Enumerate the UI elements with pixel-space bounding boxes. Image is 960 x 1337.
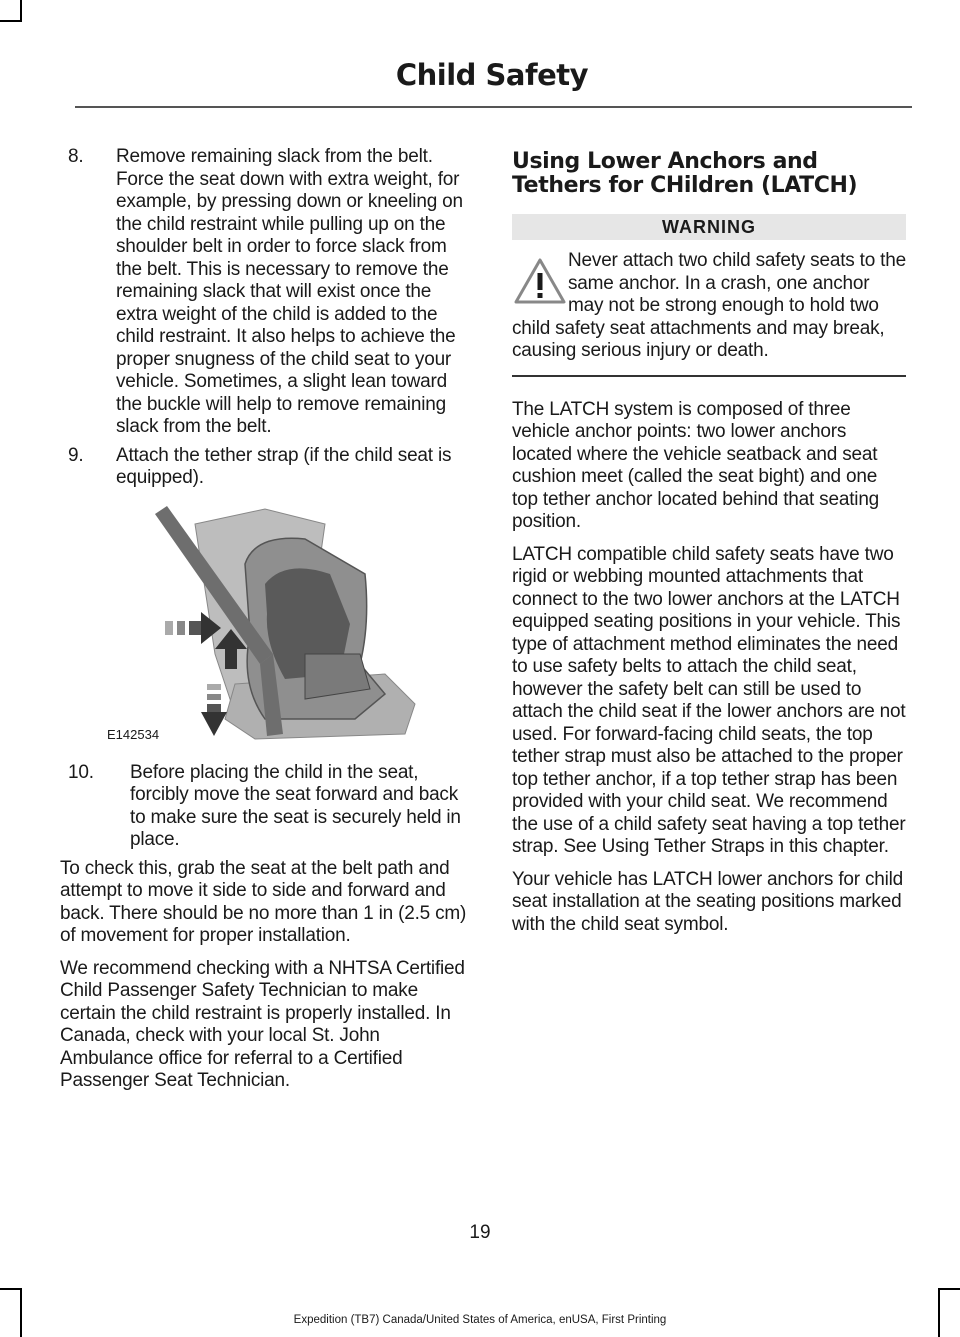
warning-label: WARNING [512, 214, 906, 240]
step-number: 10. [68, 761, 94, 783]
child-seat-drawing [155, 504, 445, 744]
paragraph: LATCH compatible child safety seats have two rigid or webbing mounted attachments that connect to the two lower anchors at the LATCH equipped seating positions in your vehicle. This type of attachment method eliminates the need to use safety belts to attach the child seat, however the safety belt can still be used to attach the child seat if the lower anchors are not used. For forward-facing child seats, the top tether strap must also be attached to the proper top tether anchor, if a top tether strap has been provided with your child seat. We recommend the use of a child safety seat having a top tether strap. See Using Tether Straps in this chapter. [512, 543, 906, 857]
warning-box [512, 250, 906, 363]
step-text: Before placing the child in the seat, forcibly move the seat forward and back to make sure the seat is securely held in place. [130, 761, 461, 850]
warning-text: Never attach two child safety seats to the same anchor. In a crash, one anchor may not be strong enough to hold two child safety seat attachments and may break, causing serious injury or death. [512, 250, 906, 361]
header-divider [75, 106, 912, 108]
step-number: 9. [68, 444, 84, 466]
footer-text: Expedition (TB7) Canada/United States of America, enUSA, First Printing [293, 1314, 667, 1326]
paragraph: We recommend checking with a NHTSA Certified Child Passenger Safety Technician to make certain the child restraint is properly installed. In Canada, check with your local St. John Ambulance office for referral to a Certified Passenger Seat Technician. [60, 957, 465, 1091]
step-number: 8. [68, 146, 84, 167]
right-column [512, 146, 906, 946]
crop-mark [0, 1288, 22, 1290]
section-heading: Using Lower Anchors and Tethers for CHildren (LATCH) [512, 149, 858, 198]
step-8 [60, 146, 476, 439]
step-text: Remove remaining slack from the belt. Force the seat down with extra weight, for example, by pressing down or kneeling on the child restraint while pulling up on the shoulder belt in order to force slack from the belt. This is necessary to remove the remaining slack that will exist once the extra weight of the child is added to the child restraint. It also helps to achieve the proper snugness of the child seat to your vehicle. Sometimes, a slight lean toward the buckle will help to remove remaining slack from the belt. [116, 146, 463, 437]
figure-code: E142534 [107, 726, 160, 742]
paragraph: Your vehicle has LATCH lower anchors for child seat installation at the seating positions marked with the child seat symbol. [512, 868, 904, 935]
step-9 [60, 445, 476, 490]
step-10 [60, 762, 476, 852]
paragraph: To check this, grab the seat at the belt path and attempt to move it side to side and forward and back. There should be no more than 1 in (2.5 cm) of movement for proper installation. [60, 857, 467, 946]
warning-divider [512, 375, 906, 377]
step-text: Attach the tether strap (if the child seat is equipped). [116, 444, 452, 488]
crop-mark [938, 1288, 960, 1290]
child-seat-illustration [107, 504, 445, 744]
crop-mark [938, 1288, 940, 1337]
crop-mark [0, 20, 22, 22]
crop-mark [20, 1288, 22, 1337]
crop-mark [20, 0, 22, 22]
paragraph: The LATCH system is composed of three vehicle anchor points: two lower anchors located where the vehicle seatback and seat cushion meet (called the seat bight) and one top tether anchor located behind that seating position. [512, 398, 880, 532]
left-column [60, 146, 476, 1103]
page-title: Child Safety [395, 58, 588, 92]
page-number: 19 [469, 1222, 491, 1243]
warning-triangle-icon [512, 256, 568, 306]
